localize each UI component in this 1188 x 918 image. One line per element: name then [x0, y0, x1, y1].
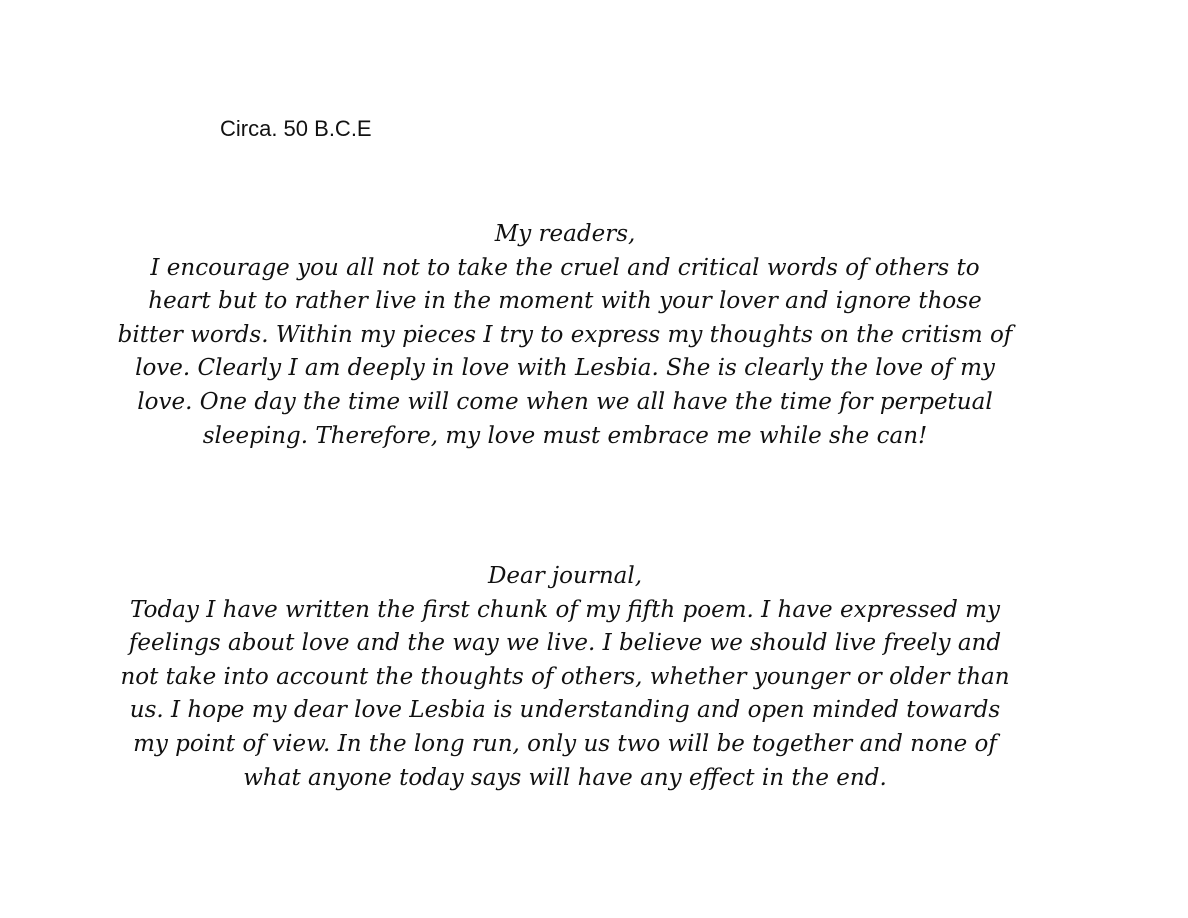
journal-line: my point of view. In the long run, only us two will be together and none of	[133, 730, 997, 757]
letter-line: bitter words. Within my pieces I try to express my thoughts on the critism of	[117, 321, 1013, 348]
journal-line: Today I have written the first chunk of my fifth poem. I have expressed my	[130, 596, 1000, 623]
journal-entry	[0, 560, 1130, 795]
letter-line: heart but to rather live in the moment with your lover and ignore those	[148, 288, 982, 315]
date-line: Circa. 50 B.C.E	[220, 116, 372, 141]
letter-line: love. Clearly I am deeply in love with Lesbia. She is clearly the love of my	[135, 355, 995, 382]
journal-line: us. I hope my dear love Lesbia is understanding and open minded towards	[129, 697, 1001, 724]
letter-line: love. One day the time will come when we all have the time for perpetual	[137, 388, 993, 415]
journal-line: not take into account the thoughts of others, whether younger or older than	[120, 663, 1010, 690]
journal-greeting: Dear journal,	[487, 563, 643, 589]
journal-line: what anyone today says will have any effect in the end.	[243, 764, 887, 791]
letter-line: sleeping. Therefore, my love must embrace me while she can!	[202, 422, 928, 449]
letter-line: I encourage you all not to take the cruel and critical words of others to	[150, 254, 980, 281]
letter-greeting: My readers,	[494, 221, 636, 247]
journal-line: feelings about love and the way we live. I believe we should live freely and	[128, 630, 1002, 657]
letter-to-readers	[0, 218, 1130, 453]
